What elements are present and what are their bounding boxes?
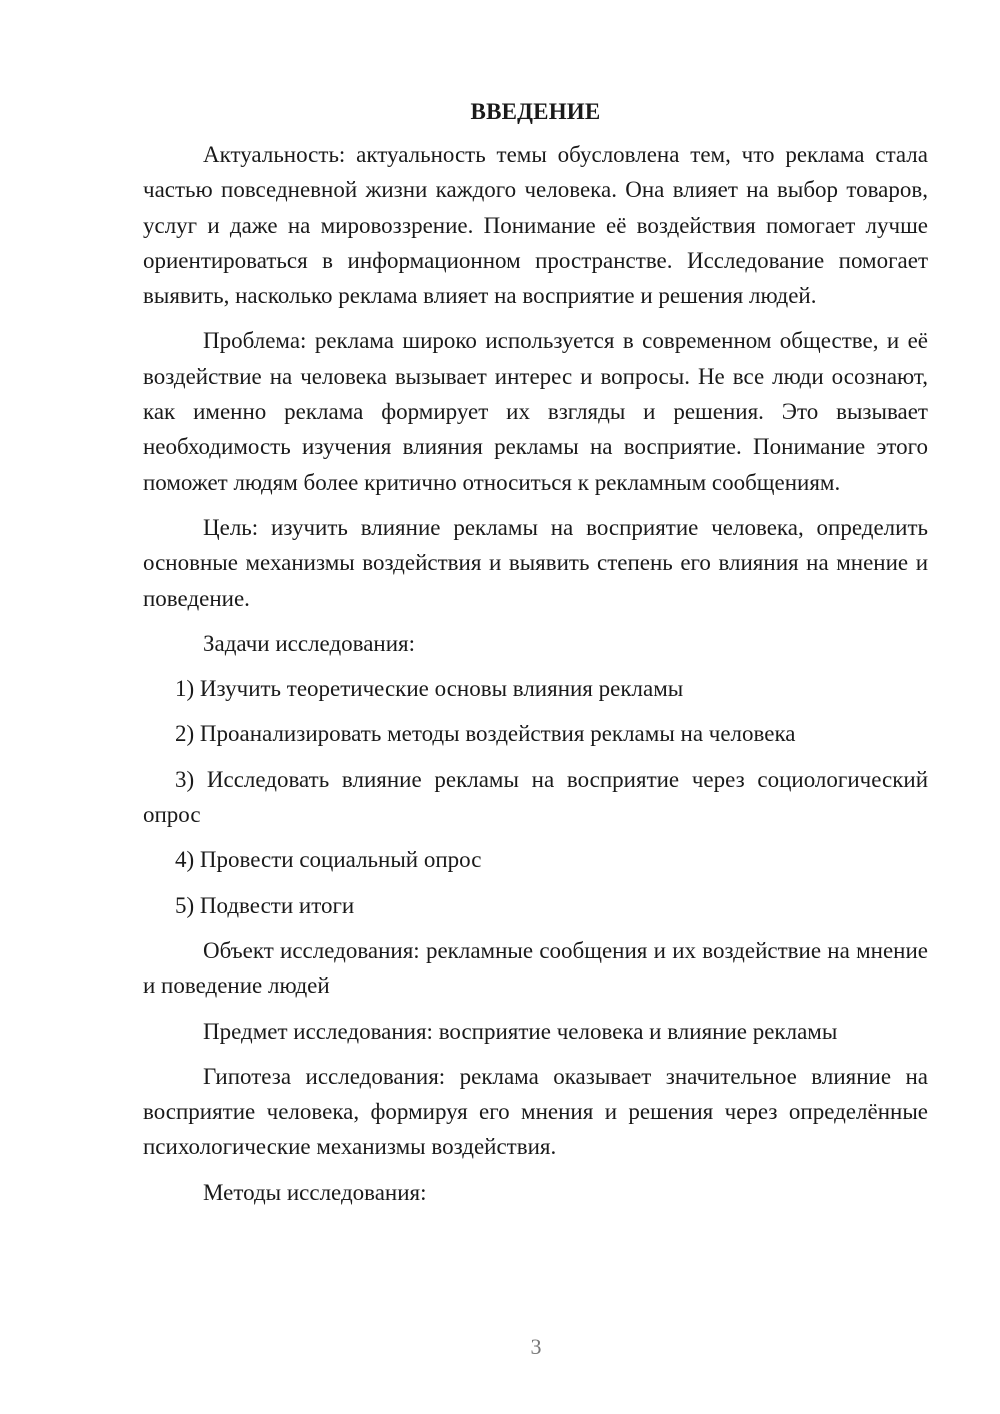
page-title: ВВЕДЕНИЕ <box>470 99 601 124</box>
task-item-5: 5) Подвести итоги <box>175 892 355 918</box>
page-number: 3 <box>530 1334 542 1359</box>
task-item-4: 4) Провести социальный опрос <box>175 847 482 873</box>
paragraph-relevance: Актуальность: актуальность темы обусловлена тем, что реклама стала частью повседневной жизни каждого человека. Она влияет на выбор товаров, услуг и даже на мировоззрение. Понимание её воздействия помогает лучше ориентироваться в информационном пространстве. Исследование помогает выявить, насколько реклама влияет на восприятие и решения людей. <box>143 142 928 309</box>
paragraph-problem: Проблема: реклама широко используется в современном обществе, и её воздействие на человека вызывает интерес и вопросы. Не все люди осознают, как именно реклама формирует их взгляды и решения. Это вызывает необходимость изучения влияния рекламы на восприятие. Понимание этого поможет людям более критично относиться к рекламным сообщениям. <box>143 328 928 495</box>
paragraph-object: Объект исследования: рекламные сообщения и их воздействие на мнение и поведение людей <box>143 937 928 999</box>
paragraph-tasks-heading: Задачи исследования: <box>203 630 416 656</box>
paragraph-goal: Цель: изучить влияние рекламы на восприятие человека, определить основные механизмы воздействия и выявить степень его влияния на мнение и поведение. <box>143 514 928 611</box>
paragraph-hypothesis: Гипотеза исследования: реклама оказывает значительное влияние на восприятие человека, формируя его мнения и решения через определённые психологические механизмы воздействия. <box>143 1063 928 1160</box>
task-item-2: 2) Проанализировать методы воздействия рекламы на человека <box>175 721 796 747</box>
task-item-1: 1) Изучить теоретические основы влияния рекламы <box>175 676 684 702</box>
paragraph-subject: Предмет исследования: восприятие человека и влияние рекламы <box>203 1018 838 1044</box>
page-body <box>143 94 928 1220</box>
task-item-3: 3) Исследовать влияние рекламы на восприятие через социологический опрос <box>143 766 928 828</box>
paragraph-methods-heading: Методы исследования: <box>203 1179 427 1205</box>
